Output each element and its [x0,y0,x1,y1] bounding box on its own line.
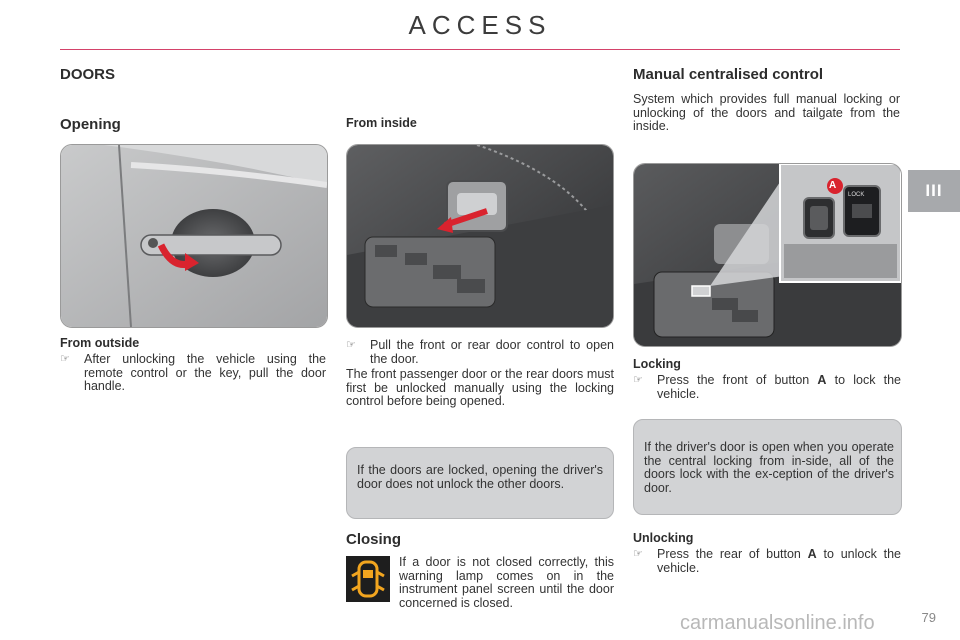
photo-interior-door-control [346,144,614,328]
paragraph-front-passenger: The front passenger door or the rear doors must first be unlocked manually using the locking control before being opened. [346,367,614,408]
heading-from-inside: From inside [346,116,417,130]
chapter-tab[interactable]: III [908,170,960,212]
bullet-locking-text-pre: Press the front of button [657,373,818,387]
photo-central-locking-switch [633,163,902,347]
bullet-from-outside-text: After unlocking the vehicle using the remote control or the key, pull the door handle. [84,352,326,393]
section-title-doors: DOORS [60,66,116,83]
note-locked-doors [346,447,614,519]
page-title: ACCESS [408,10,552,40]
closing-text: If a door is not closed correctly, this warning lamp comes on in the instrument panel screen until the door concerned is closed. [399,555,614,610]
door-open-warning-lamp-icon [346,556,390,602]
bullet-locking-text-post: to lock the vehicle. [657,373,901,401]
bullet-unlocking-text-post: to unlock the vehicle. [657,547,901,575]
page-number: 79 [921,610,936,625]
heading-unlocking: Unlocking [633,531,694,545]
button-a-reference: A [817,373,827,387]
callout-label-a: A [829,180,837,191]
bullet-unlocking [633,548,901,575]
note-locked-doors-text: If the doors are locked, opening the driver's door does not unlock the other doors. [357,463,603,491]
bullet-locking [633,374,901,401]
lock-label: LOCK [848,192,865,198]
heading-from-outside: From outside [60,336,140,350]
photo-exterior-door-handle [60,144,328,328]
heading-locking: Locking [633,357,681,371]
pointing-hand-icon: ☞ [633,374,643,386]
heading-opening: Opening [60,116,121,133]
button-a-reference: A [807,547,817,561]
note-driver-door-open-text: If the driver's door is open when you operate the central locking from in-side, all of the doors lock with the ex-ception of the driver's door. [644,440,894,495]
bullet-unlocking-text [657,548,901,575]
note-driver-door-open [633,419,902,515]
header-rule [60,49,900,50]
pointing-hand-icon: ☞ [60,353,70,365]
pointing-hand-icon: ☞ [346,339,356,351]
bullet-from-inside-text: Pull the front or rear door control to open the door. [370,338,614,366]
bullet-unlocking-text-pre: Press the rear of button [657,547,808,561]
bullet-from-inside [346,339,614,366]
bullet-from-outside [60,353,326,394]
bullet-locking-text [657,374,901,401]
pointing-hand-icon: ☞ [633,548,643,560]
intro-manual-control: System which provides full manual locking or unlocking of the doors and tailgate from the inside. [633,92,900,133]
heading-closing: Closing [346,531,401,548]
watermark: carmanualsonline.info [680,612,875,634]
heading-manual-centralised-control: Manual centralised control [633,66,824,83]
